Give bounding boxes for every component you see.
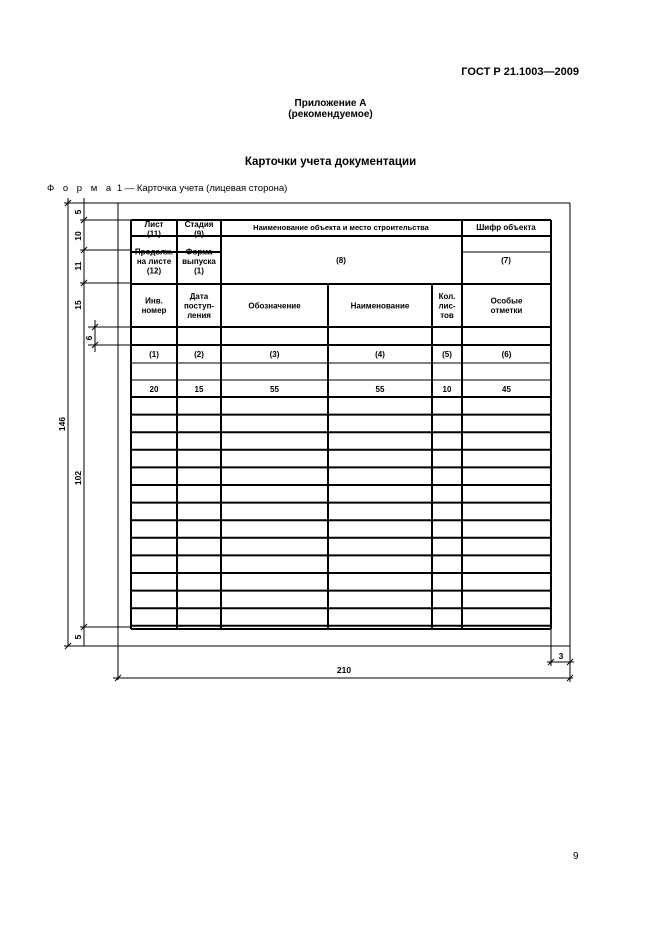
dim-row-header3: 15 (73, 300, 83, 310)
cell-stage-line-1: (9) (194, 229, 204, 239)
cell-stage-line-0: Стадия (184, 220, 214, 229)
section-title: Карточки учета документации (244, 156, 417, 168)
column-width-4: 10 (442, 385, 452, 394)
column-ref-0: (1) (149, 350, 159, 359)
column-header-2-line-0: Обозначение (248, 301, 301, 311)
column-width-2: 55 (270, 385, 279, 394)
column-header-5-line-0: Особые (490, 296, 523, 306)
dim-body-height: 102 (73, 470, 83, 486)
dim-total-height: 146 (57, 416, 67, 432)
dim-top-margin: 5 (73, 209, 83, 215)
cell-object-code: Шифр объекта (476, 223, 536, 232)
dim-row-header1: 10 (73, 231, 83, 241)
column-width-1: 15 (194, 385, 204, 394)
column-width-3: 55 (375, 385, 385, 394)
cell-issue-form-line-1: выпуска (182, 256, 216, 266)
column-header-4-line-2: тов (440, 310, 454, 320)
cell-ref-7: (7) (501, 256, 511, 265)
dim-row-header2: 11 (73, 261, 83, 271)
dim-width: 210 (336, 665, 352, 675)
column-header-1-line-0: Дата (189, 291, 209, 301)
standard-header: ГОСТ Р 21.1003—2009 (461, 66, 579, 78)
cell-issue-form-line-2: (1) (194, 266, 204, 276)
column-header-4-line-1: лис- (438, 301, 456, 311)
column-header-3-line-0: Наименование (350, 301, 410, 311)
column-width-5: 45 (502, 385, 511, 394)
column-header-0-line-0: Инв. (145, 296, 163, 306)
cell-object-name: Наименование объекта и место строительства (253, 223, 429, 232)
cell-list-line-0: Лист (144, 220, 164, 229)
cell-issue-form-line-0: Форма (185, 247, 213, 257)
page-number: 9 (573, 851, 579, 862)
cell-continuation-line-2: (12) (146, 266, 162, 276)
form-caption-text: 1 — Карточка учета (лицевая сторона) (116, 183, 288, 194)
column-ref-4: (5) (442, 350, 452, 359)
column-ref-3: (4) (375, 350, 385, 359)
cell-continuation-line-0: Продолж. (134, 247, 174, 257)
appendix-title: Приложение А (294, 98, 367, 109)
column-ref-5: (6) (501, 350, 512, 359)
cell-list-line-1: (11) (147, 229, 161, 239)
column-ref-1: (2) (194, 350, 204, 359)
dim-right-margin: 3 (558, 651, 564, 661)
column-width-0: 20 (149, 385, 159, 394)
column-header-0-line-1: номер (141, 306, 167, 315)
cell-continuation-line-1: на листе (136, 256, 172, 266)
dim-row-height: 6 (84, 335, 94, 341)
column-header-5-line-1: отметки (490, 306, 523, 315)
appendix-note: (рекомендуемое) (288, 109, 373, 120)
column-header-4-line-0: Кол. (438, 291, 456, 301)
column-header-1-line-2: ления (187, 310, 211, 320)
column-header-1-line-1: поступ- (183, 301, 215, 311)
column-ref-2: (3) (269, 350, 280, 359)
form-caption-prefix: Ф о р м а (47, 183, 115, 194)
cell-ref-8: (8) (336, 256, 346, 265)
dim-bottom-margin: 5 (73, 634, 83, 640)
